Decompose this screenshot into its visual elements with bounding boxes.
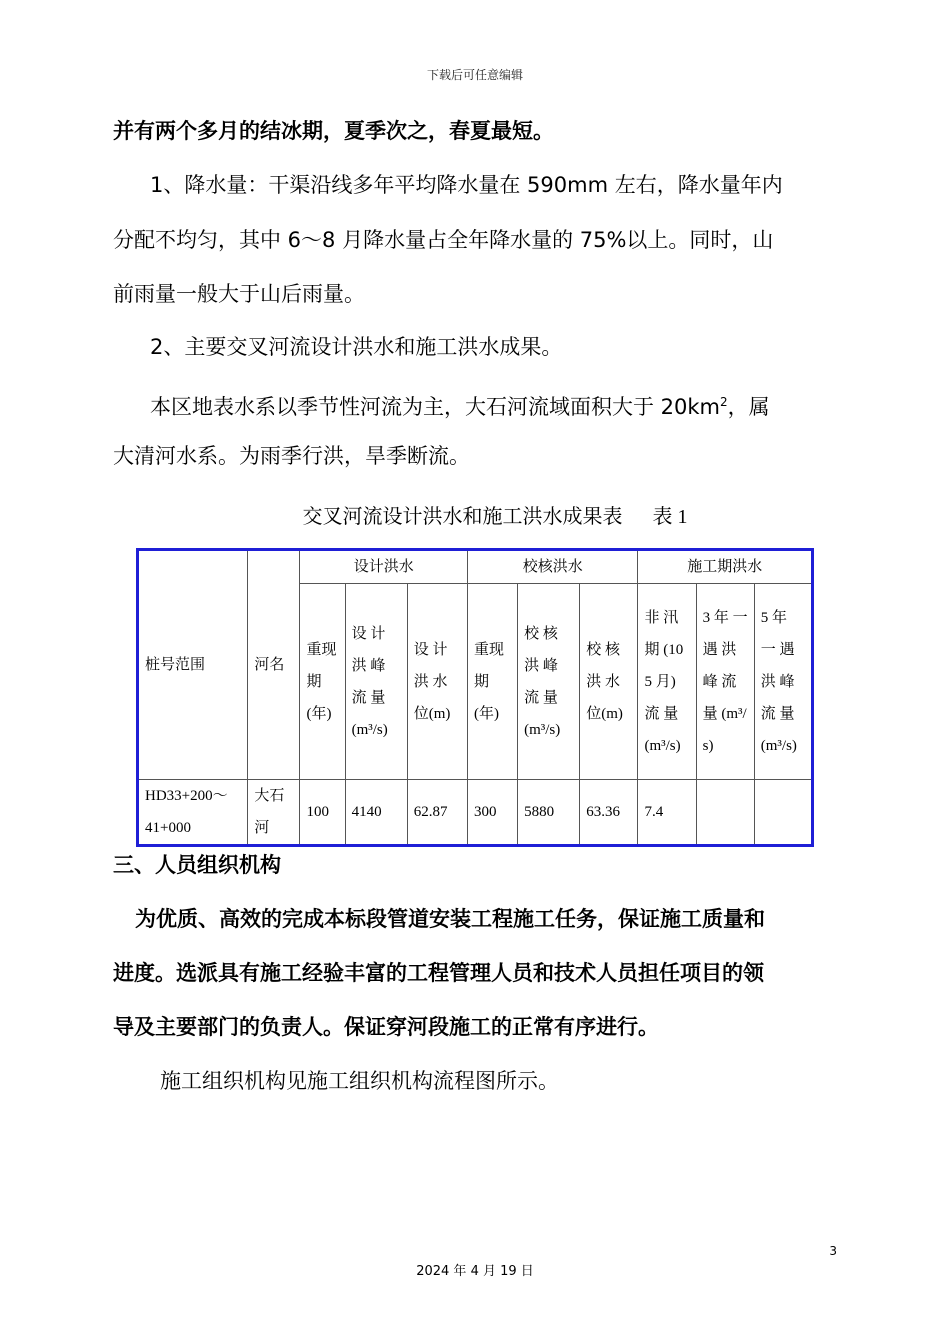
text-line: 1、降水量：干渠沿线多年平均降水量在 590mm 左右，降水量年内 <box>150 173 783 197</box>
header-5yr-flow: 5 年 一 遇 洪 峰 流 量 (m³/s) <box>754 584 812 780</box>
cell-return2: 300 <box>467 780 517 846</box>
page-header: 下载后可任意编辑 <box>426 68 523 82</box>
cell-level2: 63.36 <box>580 780 638 846</box>
text-line: 施工组织机构见施工组织机构流程图所示。 <box>160 1069 559 1093</box>
text-line: 导及主要部门的负责人。保证穿河段施工的正常有序进行。 <box>113 1015 659 1039</box>
cell-flow1: 4140 <box>345 780 407 846</box>
header-design-level: 设 计 洪 水 位(m) <box>407 584 467 780</box>
text-part: ，属 <box>727 395 770 419</box>
flood-table <box>136 548 814 847</box>
header-river: 河名 <box>248 550 300 780</box>
text-line: 2、主要交叉河流设计洪水和施工洪水成果。 <box>150 335 563 359</box>
cell-flow2: 5880 <box>518 780 580 846</box>
group-design: 设计洪水 <box>300 550 468 584</box>
text-line: 并有两个多月的结冰期，夏季次之，春夏最短。 <box>113 119 554 143</box>
header-return-period: 重现期(年) <box>467 584 517 780</box>
text-line: 大清河水系。为雨季行洪，旱季断流。 <box>113 444 470 468</box>
section-heading: 三、人员组织机构 <box>113 853 281 877</box>
caption-title: 交叉河流设计洪水和施工洪水成果表 <box>302 506 623 528</box>
cell-5yr <box>754 780 812 846</box>
text-line: 进度。选派具有施工经验丰富的工程管理人员和技术人员担任项目的领 <box>113 961 764 985</box>
page-footer-date: 2024 年 4 月 19 日 <box>416 1264 534 1279</box>
cell-3yr <box>696 780 754 846</box>
table-caption <box>0 500 950 529</box>
superscript: 2 <box>720 395 728 409</box>
header-check-flow: 校 核 洪 峰 流 量 (m³/s) <box>518 584 580 780</box>
header-range: 桩号范围 <box>138 550 248 780</box>
header-non-flood-flow: 非 汛 期 (105 月)流 量 (m³/s) <box>638 584 696 780</box>
text-line: 前雨量一般大于山后雨量。 <box>113 282 365 306</box>
header-check-level: 校 核 洪 水 位(m) <box>580 584 638 780</box>
header-3yr-flow: 3 年 一 遇 洪 峰 流 量 (m³/s) <box>696 584 754 780</box>
cell-level1: 62.87 <box>407 780 467 846</box>
cell-non-flood: 7.4 <box>638 780 696 846</box>
cell-return1: 100 <box>300 780 345 846</box>
page-number: 3 <box>829 1244 837 1258</box>
header-return-period: 重现期(年) <box>300 584 345 780</box>
text-line: 为优质、高效的完成本标段管道安装工程施工任务，保证施工质量和 <box>135 907 765 931</box>
text-part: 本区地表水系以季节性河流为主，大石河流域面积大于 20km <box>150 395 721 419</box>
cell-river: 大石河 <box>248 780 300 846</box>
text-line-area <box>150 389 880 420</box>
group-construction: 施工期洪水 <box>638 550 813 584</box>
cell-range: HD33+200～41+000 <box>138 780 248 846</box>
group-check: 校核洪水 <box>467 550 638 584</box>
header-design-flow: 设 计 洪 峰 流 量 (m³/s) <box>345 584 407 780</box>
caption-label: 表 1 <box>652 506 688 528</box>
text-line: 分配不均匀，其中 6～8 月降水量占全年降水量的 75%以上。同时，山 <box>113 228 774 252</box>
